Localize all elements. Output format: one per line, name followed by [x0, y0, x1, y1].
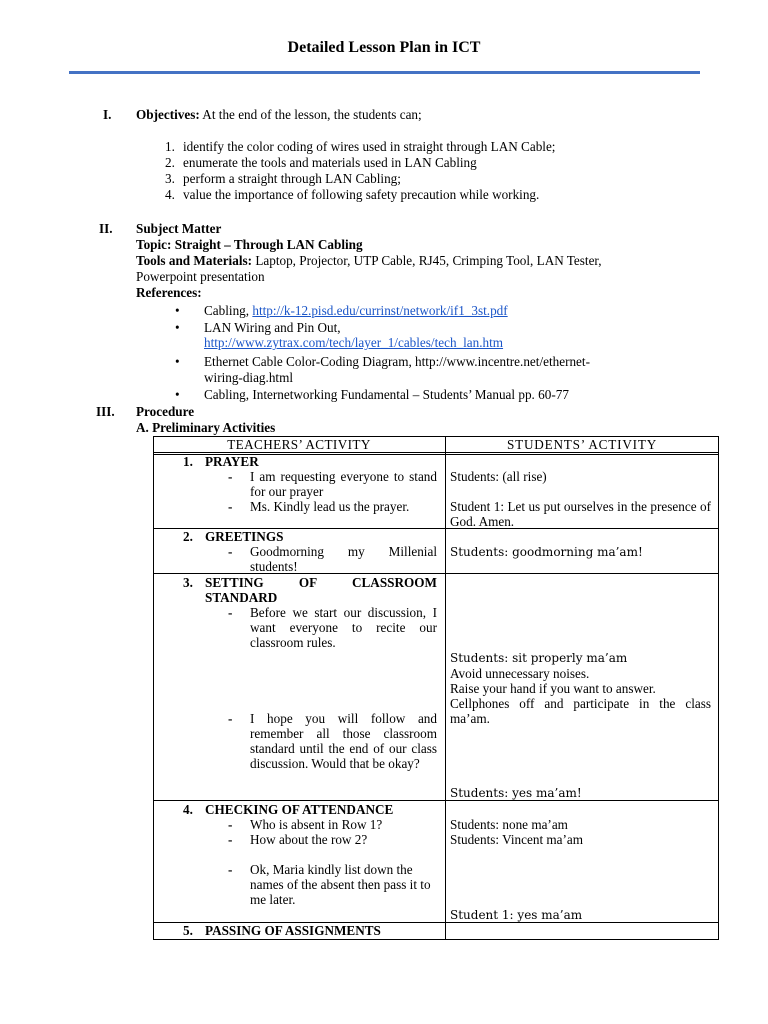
reference-label: wiring-diag.html — [204, 370, 294, 385]
student-text: Students: none ma’am — [450, 817, 568, 832]
student-text: Students: (all rise) — [450, 469, 547, 484]
table-header-teacher: TEACHERS’ ACTIVITY — [227, 437, 371, 452]
dash-bullet: - — [228, 711, 233, 726]
row-number: 1. — [183, 454, 193, 469]
objective-num: 4. — [165, 187, 175, 202]
reference-item — [204, 335, 503, 350]
subject-heading: Subject Matter — [136, 221, 222, 236]
table-header-students: STUDENTS’ ACTIVITY — [506, 437, 658, 452]
row-title-line: STANDARD — [205, 590, 278, 605]
dash-bullet: - — [228, 499, 233, 514]
teacher-text: Ok, Maria kindly list down the names of the absent then pass it to me later. — [250, 862, 431, 907]
row-title: PRAYER — [205, 454, 259, 469]
objective-num: 3. — [165, 171, 175, 186]
student-text: Students: goodmorning ma’am! — [450, 545, 643, 559]
row-title: GREETINGS — [205, 529, 284, 544]
dash-bullet: - — [228, 605, 233, 620]
dash-bullet: - — [228, 469, 233, 484]
objective-num: 1. — [165, 139, 175, 154]
row-number: 3. — [183, 575, 193, 590]
objective-text: identify the color coding of wires used in straight through LAN Cable; — [183, 139, 556, 154]
row-title-line: SETTING OF CLASSROOM — [205, 575, 437, 590]
dash-bullet: - — [228, 862, 233, 877]
objectives-numeral: I. — [103, 107, 112, 122]
objective-num: 2. — [165, 155, 175, 170]
reference-item — [204, 303, 508, 318]
bullet-icon: • — [175, 303, 180, 318]
student-text: Avoid unnecessary noises. — [450, 666, 590, 681]
tools-text-continued: Powerpoint presentation — [136, 269, 265, 284]
tools-label: Tools and Materials: — [136, 253, 253, 268]
dash-bullet: - — [228, 544, 233, 559]
objective-text: enumerate the tools and materials used in LAN Cabling — [183, 155, 477, 170]
reference-label: Ethernet Cable Color-Coding Diagram, http://www.incentre.net/ethernet- — [204, 354, 590, 369]
reference-link[interactable]: http://www.zytrax.com/tech/layer_1/cables/tech_lan.htm — [204, 335, 504, 350]
row-number: 2. — [183, 529, 193, 544]
teacher-text: Goodmorning my Millenial students! — [250, 544, 437, 574]
procedure-numeral: III. — [96, 404, 115, 419]
bullet-icon: • — [175, 387, 180, 402]
student-text: Students: yes ma’am! — [450, 786, 582, 800]
procedure-heading: Procedure — [136, 404, 195, 419]
reference-label: Cabling, — [204, 303, 253, 318]
dash-bullet: - — [228, 817, 233, 832]
teacher-text: How about the row 2? — [250, 832, 368, 847]
student-text: Student 1: yes ma’am — [450, 908, 583, 922]
tools-text: Laptop, Projector, UTP Cable, RJ45, Crimping Tool, LAN Tester, — [255, 253, 602, 268]
row-number: 4. — [183, 802, 193, 817]
title-rule — [69, 71, 700, 74]
objective-text: value the importance of following safety precaution while working. — [183, 187, 540, 202]
reference-label: LAN Wiring and Pin Out, — [204, 320, 341, 335]
teacher-text: Who is absent in Row 1? — [250, 817, 383, 832]
tools-line — [136, 253, 602, 268]
student-text: Students: Vincent ma’am — [450, 832, 584, 847]
bullet-icon: • — [175, 320, 180, 335]
references-label: References: — [136, 285, 202, 300]
teacher-text: I hope you will follow and remember all those classroom standard until the end of our class discussion. Would that be okay? — [250, 711, 437, 771]
student-text: Students: sit properly ma’am — [450, 651, 628, 665]
subject-numeral: II. — [99, 221, 113, 236]
page-title: Detailed Lesson Plan in ICT — [287, 39, 481, 56]
objectives-heading-line — [136, 107, 422, 122]
objectives-heading: Objectives: — [136, 107, 200, 122]
topic-line: Topic: Straight – Through LAN Cabling — [136, 237, 363, 252]
student-text: Cellphones off and participate in the class ma’am. — [450, 696, 711, 726]
student-text: Raise your hand if you want to answer. — [450, 681, 656, 696]
row-title: PASSING OF ASSIGNMENTS — [205, 923, 381, 938]
objectives-intro: At the end of the lesson, the students can; — [202, 107, 422, 122]
preliminary-heading: A. Preliminary Activities — [136, 420, 276, 435]
row-title — [205, 575, 437, 605]
row-number: 5. — [183, 923, 193, 938]
teacher-text: Ms. Kindly lead us the prayer. — [250, 499, 410, 514]
row-title: CHECKING OF ATTENDANCE — [205, 802, 394, 817]
objective-text: perform a straight through LAN Cabling; — [183, 171, 401, 186]
reference-link[interactable]: http://k-12.pisd.edu/currinst/network/if1_3st.pdf — [252, 303, 508, 318]
teacher-text: I am requesting everyone to stand for our prayer — [250, 469, 437, 499]
student-text: Student 1: Let us put ourselves in the presence of God. Amen. — [450, 499, 711, 529]
bullet-icon: • — [175, 354, 180, 369]
dash-bullet: - — [228, 832, 233, 847]
teacher-text: Before we start our discussion, I want everyone to recite our classroom rules. — [250, 605, 437, 650]
reference-label: Cabling, Internetworking Fundamental – Students’ Manual pp. 60-77 — [204, 387, 569, 402]
